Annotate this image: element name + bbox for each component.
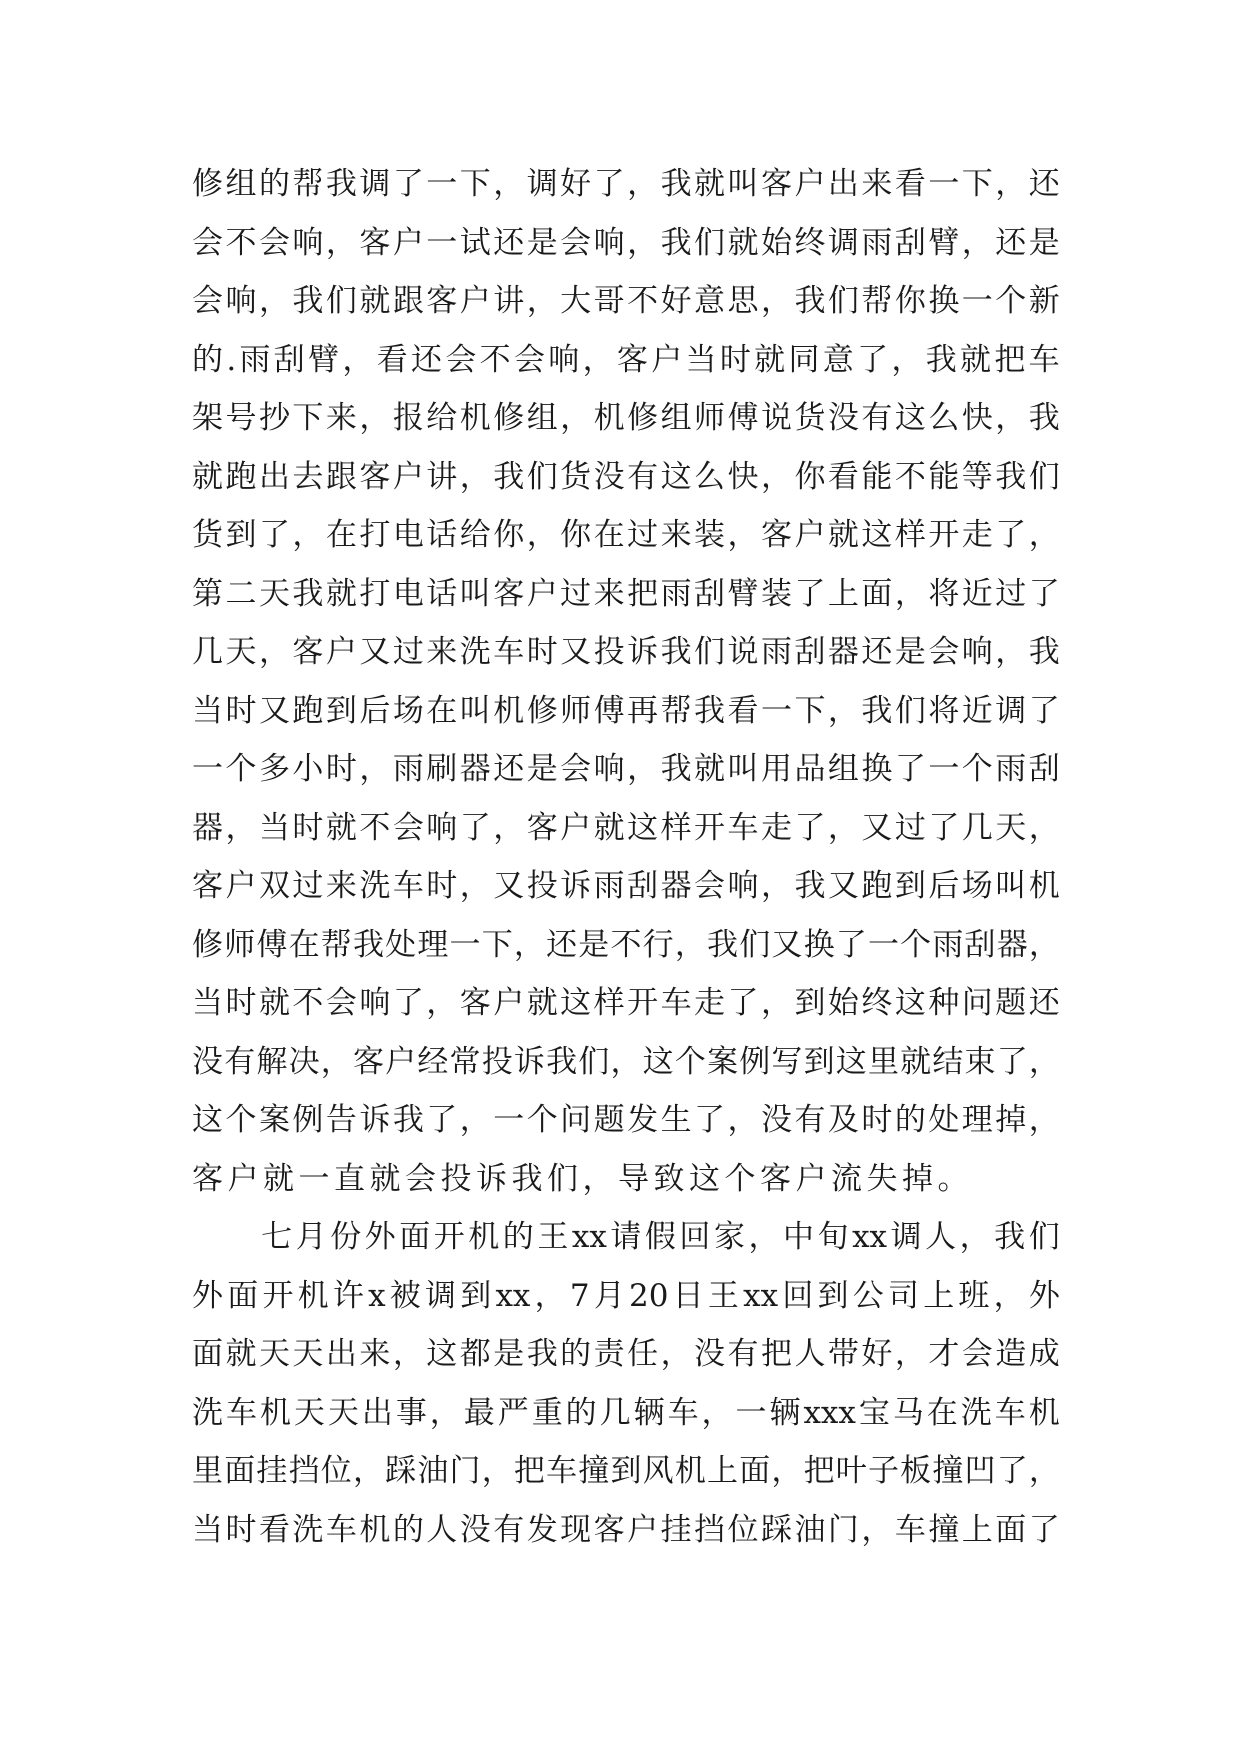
text-line: 会 响 ， 我 们 就 跟 客 户 讲 ， 大 哥 不 好 意 思 ， 我 们 帮 你 换 一 个 新 [192,283,1060,319]
text-line: 面 就 天 天 出 来 ， 这 都 是 我 的 责 任 ， 没 有 把 人 带 好 ， 才 会 造 成 [192,1336,1060,1372]
text-line: 没 有 解 决 ， 客 户 经 常 投 诉 我 们 ， 这 个 案 例 写 到 这 里 就 结 束 了 ， [192,1043,1060,1080]
text-line: 会 不 会 响 ， 客 户 一 试 还 是 会 响 ， 我 们 就 始 终 调 雨 刮 臂 ， 还 是 [192,224,1060,261]
text-line: 几 天 ， 客 户 又 过 来 洗 车 时 又 投 诉 我 们 说 雨 刮 器 还 是 会 响 ， 我 [192,634,1060,670]
text-line: 洗 车 机 天 天 出 事 ， 最 严 重 的 几 辆 车 ， 一 辆 xxx 宝 马 在 洗 车 机 [192,1394,1060,1431]
text-line: 修 师 傅 在 帮 我 处 理 一 下 ， 还 是 不 行 ， 我 们 又 换 了 一 个 雨 刮 器 ， [192,926,1060,963]
text-line: 七 月 份 外 面 开 机 的 王 xx 请 假 回 家 ， 中 旬 xx 调 人 ， 我 们 [261,1219,1060,1255]
text-line: 修 组 的 帮 我 调 了 一 下 ， 调 好 了 ， 我 就 叫 客 户 出 来 看 一 下 ， 还 [192,166,1060,202]
text-line: 就 跑 出 去 跟 客 户 讲 ， 我 们 货 没 有 这 么 快 ， 你 看 能 不 能 等 我 们 [192,458,1060,495]
text-line: 客 户 双 过 来 洗 车 时 ， 又 投 诉 雨 刮 器 会 响 ， 我 又 跑 到 后 场 叫 机 [192,868,1060,904]
text-line: 一 个 多 小 时 ， 雨 刷 器 还 是 会 响 ， 我 就 叫 用 品 组 换 了 一 个 雨 刮 [192,751,1060,787]
text-line: 里 面 挂 挡 位 ， 踩 油 门 ， 把 车 撞 到 风 机 上 面 ， 把 叶 子 板 撞 凹 了 ， [192,1453,1060,1489]
text-line: 的 . 雨 刮 臂 ， 看 还 会 不 会 响 ， 客 户 当 时 就 同 意 了 ， 我 就 把 车 [192,341,1060,378]
text-line: 客户就一直就会投诉我们，导致这个客户流失掉。 [192,1160,973,1197]
text-line: 外 面 开 机 许 x 被 调 到 xx ， 7 月 20 日 王 xx 回 到 公 司 上 班 ， 外 [192,1277,1060,1314]
text-line: 器 ， 当 时 就 不 会 响 了 ， 客 户 就 这 样 开 车 走 了 ， 又 过 了 几 天 ， [192,809,1060,846]
text-line: 当 时 看 洗 车 机 的 人 没 有 发 现 客 户 挂 挡 位 踩 油 门 ， 车 撞 上 面 了 [192,1511,1060,1548]
body-text [192,155,1060,1559]
text-line: 货 到 了 ， 在 打 电 话 给 你 ， 你 在 过 来 装 ， 客 户 就 这 样 开 走 了 ， [192,517,1060,553]
text-line: 这 个 案 例 告 诉 我 了 ， 一 个 问 题 发 生 了 ， 没 有 及 时 的 处 理 掉 ， [192,1102,1060,1138]
text-line: 当 时 就 不 会 响 了 ， 客 户 就 这 样 开 车 走 了 ， 到 始 终 这 种 问 题 还 [192,985,1060,1021]
text-line: 架 号 抄 下 来 ， 报 给 机 修 组 ， 机 修 组 师 傅 说 货 没 有 这 么 快 ， 我 [192,400,1060,436]
text-line: 当 时 又 跑 到 后 场 在 叫 机 修 师 傅 再 帮 我 看 一 下 ， 我 们 将 近 调 了 [192,692,1060,729]
text-line: 第 二 天 我 就 打 电 话 叫 客 户 过 来 把 雨 刮 臂 装 了 上 面 ， 将 近 过 了 [192,575,1060,612]
